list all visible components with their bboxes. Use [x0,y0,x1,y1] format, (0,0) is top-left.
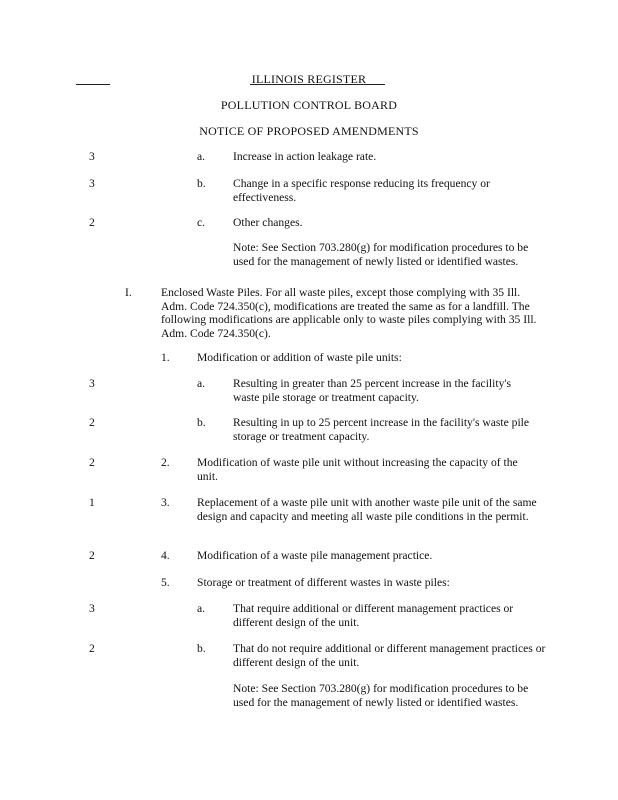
item-marker: 5. [161,576,170,589]
item-text: Resulting in up to 25 percent increase in the facility's waste pile storage or treatment capacity. [233,416,530,443]
item-marker: b. [197,642,206,655]
item-marker: a. [197,377,206,390]
class-number: 2 [89,216,95,229]
item-marker: 4. [161,549,170,562]
agency-title: POLLUTION CONTROL BOARD [220,98,398,112]
item-text: Storage or treatment of different wastes in waste piles: [197,576,450,589]
item-marker: 2. [161,456,170,469]
item-marker: a. [197,602,206,615]
item-text: Modification or addition of waste pile units: [197,351,402,364]
item-marker: 3. [161,496,170,509]
item-marker: a. [197,150,206,163]
notice-title: NOTICE OF PROPOSED AMENDMENTS [199,124,419,138]
note-text: Note: See Section 703.280(g) for modification procedures to be used for the management of newly listed or identified wastes. [233,682,529,709]
class-number: 1 [89,496,95,509]
item-text: That require additional or different management practices or different design of the unit. [233,602,514,629]
item-marker: b. [197,416,206,429]
item-text: Resulting in greater than 25 percent increase in the facility's waste pile storage or treatment capacity. [233,377,511,404]
note-text: Note: See Section 703.280(g) for modification procedures to be used for the management of newly listed or identified wastes. [233,241,529,268]
item-marker: c. [197,216,206,229]
item-text: Increase in action leakage rate. [233,150,377,163]
class-number: 3 [89,177,95,190]
item-marker: 1. [161,351,170,364]
class-number: 2 [89,416,95,429]
register-title: ILLINOIS REGISTER [251,72,367,86]
class-number: 2 [89,642,95,655]
item-text: Change in a specific response reducing its frequency or effectiveness. [233,177,490,204]
class-number: 2 [89,549,95,562]
class-number: 2 [89,456,95,469]
class-number: 3 [89,377,95,390]
class-number: 3 [89,150,95,163]
section-marker: I. [125,286,132,299]
item-text: Replacement of a waste pile unit with another waste pile unit of the same design and capacity and meeting all waste pile conditions in the permit. [197,496,537,523]
item-text: That do not require additional or different management practices or different design of the unit. [233,642,546,669]
item-marker: b. [197,177,206,190]
item-text: Other changes. [233,216,303,229]
item-text: Modification of a waste pile management practice. [197,549,433,562]
section-text: Enclosed Waste Piles. For all waste piles, except those complying with 35 Ill. Adm. Code 724.350(c), modifications are treated the same as for a landfill. The following modifications are applicable only to waste piles complying with 35 Ill. Adm. Code 724.350(c). [161,286,537,340]
class-number: 3 [89,602,95,615]
item-text: Modification of waste pile unit without increasing the capacity of the unit. [197,456,518,483]
